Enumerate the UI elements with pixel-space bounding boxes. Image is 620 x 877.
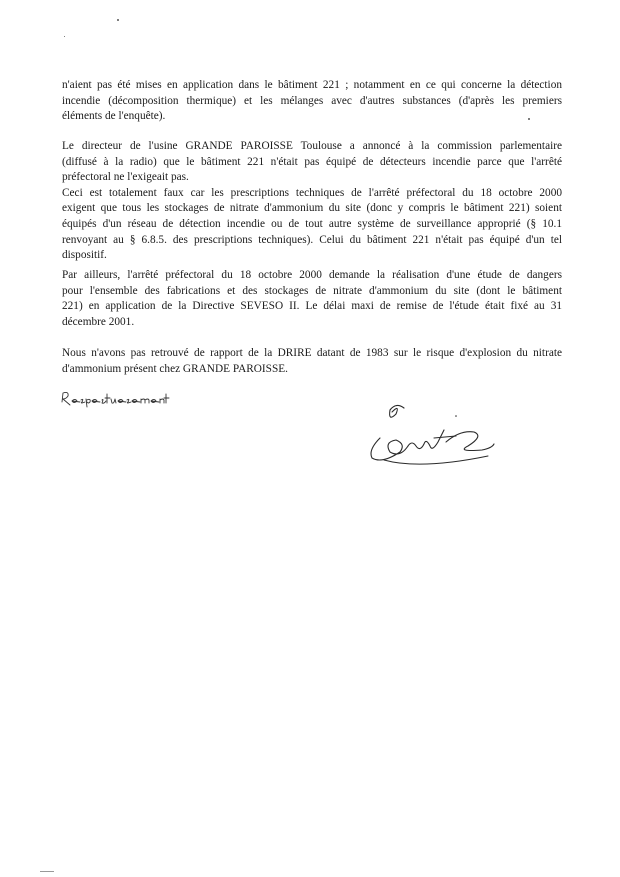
text-line: décembre 2001. [62,315,135,328]
text-line: éléments de l'enquête). [62,110,166,123]
text-line: n'aient pas été mises en application dans le bâtiment 221 ; notamment en ce qui concerne la détection [62,79,562,91]
text-line: 221) en application de la Directive SEVESO II. Le délai maxi de remise de l'étude était fixé au 31 [62,300,562,313]
scan-speck [40,871,54,872]
text-line: Le directeur de l'usine GRANDE PAROISSE Toulouse a annoncé à la commission parlementaire [62,140,562,152]
text-line: dispositif. [62,249,107,262]
paragraph-4 [62,346,562,377]
text-line: Ceci est totalement faux car les prescriptions techniques de l'arrêté préfectoral du 18 octobre 2000 [62,186,562,199]
text-line: incendie (décomposition thermique) et les mélanges avec d'autres substances (d'après les premiers [62,94,562,107]
scan-speck [117,19,119,21]
signature [360,400,500,470]
text-line: préfectoral ne l'exigeait pas. [62,171,189,184]
text-line: Par ailleurs, l'arrêté préfectoral du 18 octobre 2000 demande la réalisation d'une étude de dangers [62,269,562,281]
paragraph-2 [62,139,562,264]
paragraph-3 [62,268,562,330]
handwritten-closing [60,388,170,410]
text-line: exigent que tous les stockages de nitrate d'ammonium du site (donc y compris le bâtiment 221) soient [62,202,562,215]
scan-speck [64,36,65,37]
text-line: renvoyant au § 6.8.5. des prescriptions techniques). Celui du bâtiment 221 n'était pas équipé d'un tel [62,233,562,246]
text-line: Nous n'avons pas retrouvé de rapport de la DRIRE datant de 1983 sur le risque d'explosion du nitrate [62,347,562,359]
paragraph-1 [62,78,562,125]
text-line: (diffusé à la radio) que le bâtiment 221 n'était pas équipé de détecteurs incendie parce que l'arrêté [62,155,562,168]
text-line: d'ammonium présent chez GRANDE PAROISSE. [62,362,288,375]
text-line: équipés d'un réseau de détection incendie ou de tout autre système de surveillance approprié (§ 10.1 [62,217,562,230]
text-line: pour l'ensemble des fabrications et des stockages de nitrate d'ammonium du site (dont le bâtiment [62,284,562,297]
